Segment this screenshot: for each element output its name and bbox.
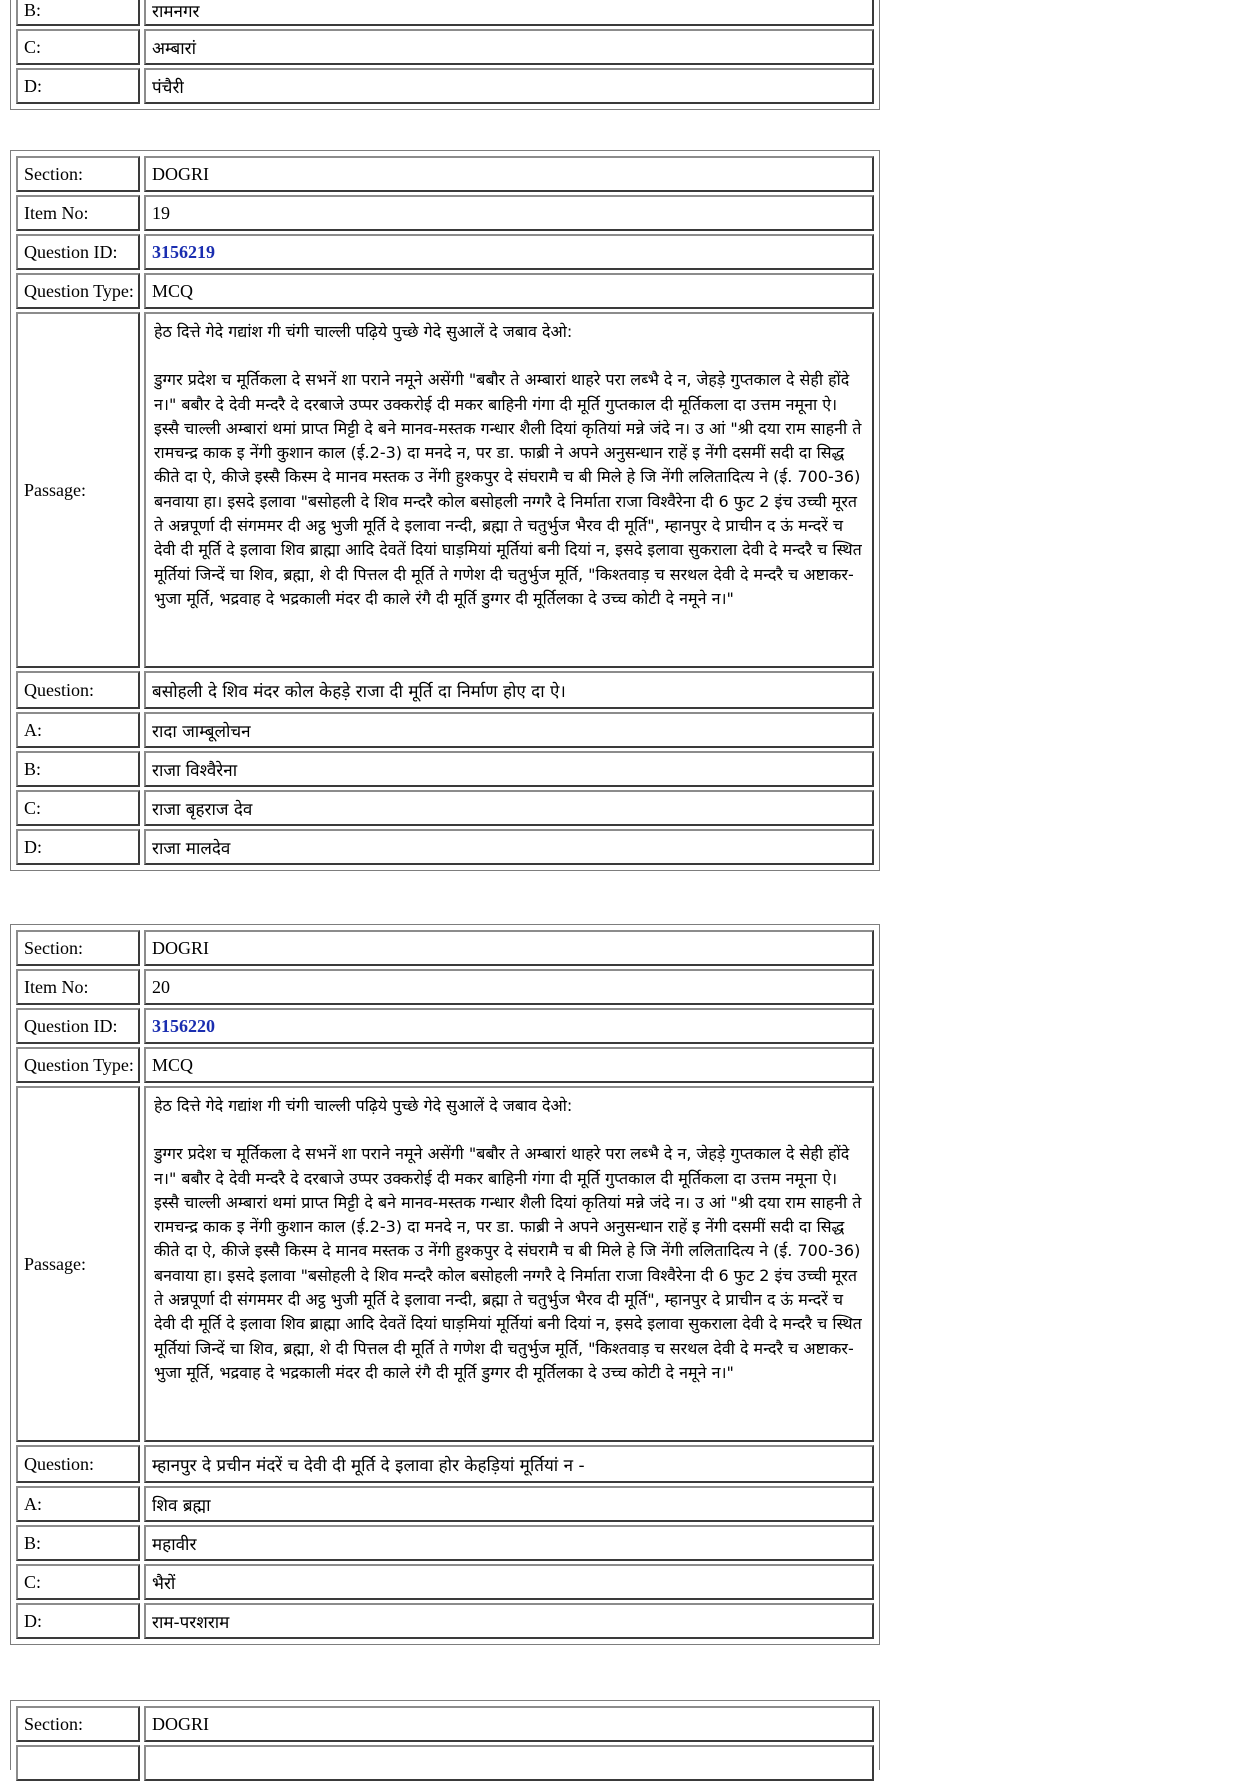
question-table-fragment-bottom — [10, 1700, 880, 1770]
option-label: B: — [16, 0, 140, 26]
question-text: म्हानपुर दे प्रचीन मंदरें च देवी दी मूर्ति दे इलावा होर केहड़ियां मूर्तियां न - — [144, 1445, 874, 1483]
passage-label: Passage: — [16, 1086, 140, 1442]
question-type-row — [16, 273, 874, 309]
option-value: अम्बारां — [144, 29, 874, 65]
question-table — [10, 924, 880, 1645]
question-text: बसोहली दे शिव मंदर कोल केहड़े राजा दी मूर्ति दा निर्माण होए दा ऐ। — [144, 671, 874, 709]
option-label: A: — [16, 1486, 140, 1522]
passage-instruction: हेठ दित्ते गेदे गद्यांश गी चंगी चाल्ली पढ़िये पुच्छे गेदे सुआलें दे जबाव देओ: — [154, 322, 573, 341]
option-label: C: — [16, 1564, 140, 1600]
option-row-c — [16, 790, 874, 826]
question-label: Question: — [16, 671, 140, 709]
question-id-label: Question ID: — [16, 234, 140, 270]
item-no-row — [16, 969, 874, 1005]
section-row — [16, 156, 874, 192]
option-value: रादा जाम्बूलोचन — [144, 712, 874, 748]
question-type-row — [16, 1047, 874, 1083]
question-id-row — [16, 1008, 874, 1044]
option-row-a — [16, 712, 874, 748]
question-table-fragment-top — [10, 0, 880, 110]
item-no-value — [144, 1745, 874, 1781]
option-row-c — [16, 29, 874, 65]
question-id-row — [16, 234, 874, 270]
passage-body: डुग्गर प्रदेश च मूर्तिकला दे सभनें शा पराने नमूने असेंगी "बबौर ते अम्बारां थाहरे परा लब्भै दे न, जेहड़े गुप्तकाल दे सेही होंदे न।" बबौर दे देवी मन्दरै दे दरबाजे उप्पर उक्करोई दी मकर बाहिनी गंगा दी मूर्ति गुप्तकाल दी मूर्तिकला दा उत्तम नमूना ऐ। इस्सै चाल्ली अम्बारां थमां प्राप्त मिट्टी दे बने मानव-मस्तक गन्धार शैली दियां कृतियां मन्ने जंदे न। उ आं "श्री दया राम साहनी ते रामचन्द्र काक इ नेंगी कुशान काल (ई.2-3) दा मनदे न, पर डा. फाब्री ने अपने अनुसन्धान राहें इ नेंगी दसमीं सदी दा सिद्ध कीते दा ऐ, कीजे इस्सै किस्म दे मानव मस्तक उ नेंगी हुश्कपुर दे संघरामै च बी मिले हे जि नेंगी ललितादित्य ने (ई. 700-36) बनवाया हा। इसदे इलावा "बसोहली दे शिव मन्दरै कोल बसोहली नग्गरै दे निर्माता राजा विश्वैरेना दी 6 फुट 2 इंच उच्ची मूरत ते अन्नपूर्णा दी संगममर दी अट्ठ भुजी मूर्ति दे इलावा नन्दी, ब्रह्मा ते चतुर्भुज भैरव दी मूर्ति", म्हानपुर दे प्राचीन द ऊं मन्दरें च देवी दी मूर्ति दे इलावा शिव ब्राह्मा आदि देवतें दियां घाड़मियां मूर्तियां बनी दियां न, इसदे इलावा सुकराला देवी दे मन्दरै च स्थित मूर्तियां जिन्दें चा शिव, ब्रह्मा, शे दी पित्तल दी मूर्ति ते गणेश दी चतुर्भुज मूर्ति, "किश्तवाड़ च सरथल देवी दे मन्दरै च अष्टाकर-भुजा मूर्ति, भद्रवाह दे भद्रकाली मंदर दी काले रंगै दी मूर्ति डुग्गर दी मूर्तिलका दे उच्च कोटी दे नमूने न।" — [154, 1144, 862, 1382]
item-no-row — [16, 1745, 874, 1781]
section-value: DOGRI — [144, 156, 874, 192]
option-row-a — [16, 1486, 874, 1522]
option-label: C: — [16, 790, 140, 826]
passage-body: डुग्गर प्रदेश च मूर्तिकला दे सभनें शा पराने नमूने असेंगी "बबौर ते अम्बारां थाहरे परा लब्भै दे न, जेहड़े गुप्तकाल दे सेही होंदे न।" बबौर दे देवी मन्दरै दे दरबाजे उप्पर उक्करोई दी मकर बाहिनी गंगा दी मूर्ति गुप्तकाल दी मूर्तिकला दा उत्तम नमूना ऐ। इस्सै चाल्ली अम्बारां थमां प्राप्त मिट्टी दे बने मानव-मस्तक गन्धार शैली दियां कृतियां मन्ने जंदे न। उ आं "श्री दया राम साहनी ते रामचन्द्र काक इ नेंगी कुशान काल (ई.2-3) दा मनदे न, पर डा. फाब्री ने अपने अनुसन्धान राहें इ नेंगी दसमीं सदी दा सिद्ध कीते दा ऐ, कीजे इस्सै किस्म दे मानव मस्तक उ नेंगी हुश्कपुर दे संघरामै च बी मिले हे जि नेंगी ललितादित्य ने (ई. 700-36) बनवाया हा। इसदे इलावा "बसोहली दे शिव मन्दरै कोल बसोहली नग्गरै दे निर्माता राजा विश्वैरेना दी 6 फुट 2 इंच उच्ची मूरत ते अन्नपूर्णा दी संगममर दी अट्ठ भुजी मूर्ति दे इलावा नन्दी, ब्रह्मा ते चतुर्भुज भैरव दी मूर्ति", म्हानपुर दे प्राचीन द ऊं मन्दरें च देवी दी मूर्ति दे इलावा शिव ब्राह्मा आदि देवतें दियां घाड़मियां मूर्तियां बनी दियां न, इसदे इलावा सुकराला देवी दे मन्दरै च स्थित मूर्तियां जिन्दें चा शिव, ब्रह्मा, शे दी पित्तल दी मूर्ति ते गणेश दी चतुर्भुज मूर्ति, "किश्तवाड़ च सरथल देवी दे मन्दरै च अष्टाकर-भुजा मूर्ति, भद्रवाह दे भद्रकाली मंदर दी काले रंगै दी मूर्ति डुग्गर दी मूर्तिलका दे उच्च कोटी दे नमूने न।" — [154, 370, 862, 608]
passage-text — [144, 1086, 874, 1442]
passage-row — [16, 1086, 874, 1442]
item-no-row — [16, 195, 874, 231]
section-label: Section: — [16, 1706, 140, 1742]
option-value: शिव ब्रह्मा — [144, 1486, 874, 1522]
question-id-value: 3156220 — [144, 1008, 874, 1044]
option-row-b — [16, 0, 874, 26]
passage-label: Passage: — [16, 312, 140, 668]
option-value: राजा विश्वैरेना — [144, 751, 874, 787]
option-value: राजा मालदेव — [144, 829, 874, 865]
option-value: रामनगर — [144, 0, 874, 26]
section-row — [16, 1706, 874, 1742]
option-label: B: — [16, 1525, 140, 1561]
question-table — [10, 150, 880, 871]
option-row-d — [16, 829, 874, 865]
passage-instruction: हेठ दित्ते गेदे गद्यांश गी चंगी चाल्ली पढ़िये पुच्छे गेदे सुआलें दे जबाव देओ: — [154, 1096, 573, 1115]
option-value: राजा बृहराज देव — [144, 790, 874, 826]
option-label: B: — [16, 751, 140, 787]
item-no-value: 19 — [144, 195, 874, 231]
item-no-label: Item No: — [16, 195, 140, 231]
option-row-b — [16, 751, 874, 787]
question-row — [16, 671, 874, 709]
question-id-value: 3156219 — [144, 234, 874, 270]
passage-text — [144, 312, 874, 668]
option-label: C: — [16, 29, 140, 65]
option-value: राम-परशराम — [144, 1603, 874, 1639]
section-label: Section: — [16, 156, 140, 192]
question-type-value: MCQ — [144, 273, 874, 309]
option-label: A: — [16, 712, 140, 748]
option-label: D: — [16, 1603, 140, 1639]
question-row — [16, 1445, 874, 1483]
option-value: पंचैरी — [144, 68, 874, 104]
option-row-d — [16, 68, 874, 104]
question-type-label: Question Type: — [16, 1047, 140, 1083]
option-row-c — [16, 1564, 874, 1600]
option-label: D: — [16, 68, 140, 104]
section-value: DOGRI — [144, 1706, 874, 1742]
question-type-label: Question Type: — [16, 273, 140, 309]
section-label: Section: — [16, 930, 140, 966]
option-value: भैरों — [144, 1564, 874, 1600]
passage-row — [16, 312, 874, 668]
question-type-value: MCQ — [144, 1047, 874, 1083]
item-no-label — [16, 1745, 140, 1781]
question-label: Question: — [16, 1445, 140, 1483]
option-row-b — [16, 1525, 874, 1561]
option-row-d — [16, 1603, 874, 1639]
section-row — [16, 930, 874, 966]
item-no-label: Item No: — [16, 969, 140, 1005]
item-no-value: 20 — [144, 969, 874, 1005]
option-label: D: — [16, 829, 140, 865]
option-value: महावीर — [144, 1525, 874, 1561]
question-id-label: Question ID: — [16, 1008, 140, 1044]
section-value: DOGRI — [144, 930, 874, 966]
